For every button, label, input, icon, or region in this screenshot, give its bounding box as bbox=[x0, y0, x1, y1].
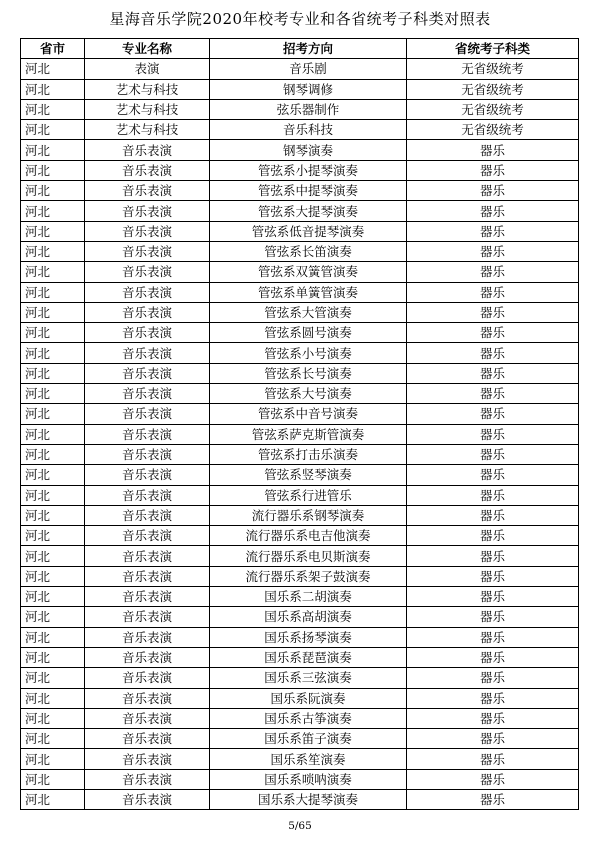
table-row bbox=[21, 627, 579, 647]
cell-direction: 国乐系高胡演奏 bbox=[210, 607, 407, 627]
cell-direction: 国乐系古筝演奏 bbox=[210, 708, 407, 728]
cell-major: 音乐表演 bbox=[85, 323, 210, 343]
cell-major: 音乐表演 bbox=[85, 647, 210, 667]
cell-major: 音乐表演 bbox=[85, 384, 210, 404]
cell-subcategory: 器乐 bbox=[407, 526, 579, 546]
cell-province: 河北 bbox=[21, 647, 85, 667]
cell-subcategory: 无省级统考 bbox=[407, 99, 579, 119]
cell-direction: 管弦系双簧管演奏 bbox=[210, 262, 407, 282]
cell-direction: 管弦系大号演奏 bbox=[210, 384, 407, 404]
cell-major: 音乐表演 bbox=[85, 444, 210, 464]
cell-direction: 音乐科技 bbox=[210, 120, 407, 140]
cell-direction: 国乐系笙演奏 bbox=[210, 749, 407, 769]
table-row bbox=[21, 262, 579, 282]
cell-province: 河北 bbox=[21, 526, 85, 546]
cell-subcategory: 器乐 bbox=[407, 221, 579, 241]
cell-major: 音乐表演 bbox=[85, 789, 210, 809]
cell-province: 河北 bbox=[21, 384, 85, 404]
cell-direction: 国乐系唢呐演奏 bbox=[210, 769, 407, 789]
cell-province: 河北 bbox=[21, 201, 85, 221]
cell-major: 音乐表演 bbox=[85, 526, 210, 546]
table-row bbox=[21, 140, 579, 160]
table-row bbox=[21, 241, 579, 261]
cell-province: 河北 bbox=[21, 343, 85, 363]
cell-major: 音乐表演 bbox=[85, 587, 210, 607]
cell-direction: 国乐系三弦演奏 bbox=[210, 668, 407, 688]
cell-subcategory: 器乐 bbox=[407, 465, 579, 485]
cell-major: 艺术与科技 bbox=[85, 79, 210, 99]
cell-province: 河北 bbox=[21, 587, 85, 607]
document-title: 星海音乐学院2020年校考专业和各省统考子科类对照表 bbox=[109, 10, 491, 28]
table-row bbox=[21, 769, 579, 789]
cell-subcategory: 器乐 bbox=[407, 302, 579, 322]
cell-province: 河北 bbox=[21, 708, 85, 728]
cell-major: 音乐表演 bbox=[85, 181, 210, 201]
cell-subcategory: 器乐 bbox=[407, 262, 579, 282]
table-row bbox=[21, 546, 579, 566]
cell-major: 音乐表演 bbox=[85, 769, 210, 789]
table-row bbox=[21, 99, 579, 119]
cell-province: 河北 bbox=[21, 485, 85, 505]
cell-province: 河北 bbox=[21, 241, 85, 261]
cell-direction: 流行器乐系钢琴演奏 bbox=[210, 505, 407, 525]
cell-major: 艺术与科技 bbox=[85, 99, 210, 119]
cell-direction: 国乐系笛子演奏 bbox=[210, 729, 407, 749]
table-row bbox=[21, 201, 579, 221]
cell-direction: 弦乐器制作 bbox=[210, 99, 407, 119]
table-row bbox=[21, 404, 579, 424]
cell-subcategory: 器乐 bbox=[407, 607, 579, 627]
cell-subcategory: 器乐 bbox=[407, 546, 579, 566]
table-row bbox=[21, 708, 579, 728]
table-row bbox=[21, 465, 579, 485]
cell-major: 音乐表演 bbox=[85, 505, 210, 525]
cell-subcategory: 器乐 bbox=[407, 323, 579, 343]
cell-province: 河北 bbox=[21, 79, 85, 99]
table-row bbox=[21, 688, 579, 708]
table-row bbox=[21, 181, 579, 201]
cell-subcategory: 器乐 bbox=[407, 505, 579, 525]
cell-major: 音乐表演 bbox=[85, 282, 210, 302]
cell-direction: 流行器乐系电贝斯演奏 bbox=[210, 546, 407, 566]
table-row bbox=[21, 729, 579, 749]
table-row bbox=[21, 384, 579, 404]
cell-province: 河北 bbox=[21, 404, 85, 424]
cell-major: 音乐表演 bbox=[85, 363, 210, 383]
cell-major: 音乐表演 bbox=[85, 607, 210, 627]
table-row bbox=[21, 221, 579, 241]
cell-major: 音乐表演 bbox=[85, 627, 210, 647]
cell-province: 河北 bbox=[21, 465, 85, 485]
cell-province: 河北 bbox=[21, 566, 85, 586]
cell-province: 河北 bbox=[21, 789, 85, 809]
table-row bbox=[21, 302, 579, 322]
table-row bbox=[21, 505, 579, 525]
table-row bbox=[21, 749, 579, 769]
cell-subcategory: 器乐 bbox=[407, 181, 579, 201]
cell-subcategory: 器乐 bbox=[407, 363, 579, 383]
cell-subcategory: 器乐 bbox=[407, 160, 579, 180]
table-row bbox=[21, 668, 579, 688]
cell-province: 河北 bbox=[21, 282, 85, 302]
cell-major: 音乐表演 bbox=[85, 566, 210, 586]
cell-subcategory: 器乐 bbox=[407, 769, 579, 789]
table-row bbox=[21, 587, 579, 607]
cell-province: 河北 bbox=[21, 444, 85, 464]
header-province: 省市 bbox=[21, 39, 85, 59]
cell-direction: 管弦系低音提琴演奏 bbox=[210, 221, 407, 241]
cell-major: 音乐表演 bbox=[85, 424, 210, 444]
cell-major: 音乐表演 bbox=[85, 465, 210, 485]
cell-direction: 管弦系打击乐演奏 bbox=[210, 444, 407, 464]
header-subcategory: 省统考子科类 bbox=[407, 39, 579, 59]
cell-major: 音乐表演 bbox=[85, 749, 210, 769]
cell-direction: 管弦系长笛演奏 bbox=[210, 241, 407, 261]
cell-major: 音乐表演 bbox=[85, 708, 210, 728]
header-major: 专业名称 bbox=[85, 39, 210, 59]
cell-direction: 国乐系大提琴演奏 bbox=[210, 789, 407, 809]
table-row bbox=[21, 343, 579, 363]
table-row bbox=[21, 79, 579, 99]
cell-major: 表演 bbox=[85, 59, 210, 79]
table-row bbox=[21, 160, 579, 180]
cell-subcategory: 器乐 bbox=[407, 201, 579, 221]
table-row bbox=[21, 566, 579, 586]
cell-major: 音乐表演 bbox=[85, 241, 210, 261]
table-row bbox=[21, 789, 579, 809]
cell-direction: 流行器乐系架子鼓演奏 bbox=[210, 566, 407, 586]
mapping-table bbox=[20, 38, 579, 810]
cell-subcategory: 器乐 bbox=[407, 485, 579, 505]
cell-province: 河北 bbox=[21, 607, 85, 627]
cell-major: 音乐表演 bbox=[85, 160, 210, 180]
cell-major: 音乐表演 bbox=[85, 404, 210, 424]
cell-subcategory: 器乐 bbox=[407, 708, 579, 728]
table-header-row bbox=[21, 39, 579, 59]
cell-direction: 管弦系萨克斯管演奏 bbox=[210, 424, 407, 444]
cell-major: 音乐表演 bbox=[85, 302, 210, 322]
cell-subcategory: 无省级统考 bbox=[407, 59, 579, 79]
table-row bbox=[21, 363, 579, 383]
cell-major: 音乐表演 bbox=[85, 201, 210, 221]
cell-province: 河北 bbox=[21, 181, 85, 201]
cell-direction: 管弦系单簧管演奏 bbox=[210, 282, 407, 302]
cell-province: 河北 bbox=[21, 505, 85, 525]
cell-province: 河北 bbox=[21, 688, 85, 708]
cell-subcategory: 器乐 bbox=[407, 729, 579, 749]
cell-direction: 管弦系中提琴演奏 bbox=[210, 181, 407, 201]
cell-subcategory: 器乐 bbox=[407, 688, 579, 708]
cell-subcategory: 器乐 bbox=[407, 647, 579, 667]
cell-major: 艺术与科技 bbox=[85, 120, 210, 140]
cell-subcategory: 无省级统考 bbox=[407, 79, 579, 99]
cell-direction: 国乐系二胡演奏 bbox=[210, 587, 407, 607]
cell-province: 河北 bbox=[21, 59, 85, 79]
cell-direction: 管弦系大提琴演奏 bbox=[210, 201, 407, 221]
cell-subcategory: 器乐 bbox=[407, 668, 579, 688]
cell-province: 河北 bbox=[21, 424, 85, 444]
table-row bbox=[21, 424, 579, 444]
cell-province: 河北 bbox=[21, 120, 85, 140]
cell-major: 音乐表演 bbox=[85, 546, 210, 566]
cell-subcategory: 器乐 bbox=[407, 566, 579, 586]
cell-major: 音乐表演 bbox=[85, 668, 210, 688]
cell-major: 音乐表演 bbox=[85, 140, 210, 160]
table-body bbox=[21, 59, 579, 810]
cell-province: 河北 bbox=[21, 99, 85, 119]
cell-province: 河北 bbox=[21, 140, 85, 160]
table-row bbox=[21, 323, 579, 343]
cell-subcategory: 器乐 bbox=[407, 140, 579, 160]
cell-province: 河北 bbox=[21, 323, 85, 343]
table-row bbox=[21, 485, 579, 505]
cell-major: 音乐表演 bbox=[85, 262, 210, 282]
cell-subcategory: 器乐 bbox=[407, 282, 579, 302]
cell-province: 河北 bbox=[21, 668, 85, 688]
table-row bbox=[21, 59, 579, 79]
cell-subcategory: 器乐 bbox=[407, 343, 579, 363]
cell-province: 河北 bbox=[21, 160, 85, 180]
cell-direction: 国乐系阮演奏 bbox=[210, 688, 407, 708]
cell-major: 音乐表演 bbox=[85, 343, 210, 363]
cell-direction: 音乐剧 bbox=[210, 59, 407, 79]
cell-direction: 流行器乐系电吉他演奏 bbox=[210, 526, 407, 546]
cell-direction: 管弦系大管演奏 bbox=[210, 302, 407, 322]
table-row bbox=[21, 647, 579, 667]
cell-major: 音乐表演 bbox=[85, 221, 210, 241]
table-row bbox=[21, 282, 579, 302]
cell-province: 河北 bbox=[21, 363, 85, 383]
cell-subcategory: 器乐 bbox=[407, 627, 579, 647]
page-number: 5/65 bbox=[288, 820, 312, 832]
cell-province: 河北 bbox=[21, 221, 85, 241]
cell-province: 河北 bbox=[21, 546, 85, 566]
cell-major: 音乐表演 bbox=[85, 688, 210, 708]
cell-subcategory: 器乐 bbox=[407, 384, 579, 404]
cell-province: 河北 bbox=[21, 749, 85, 769]
table-row bbox=[21, 120, 579, 140]
cell-direction: 管弦系小提琴演奏 bbox=[210, 160, 407, 180]
cell-province: 河北 bbox=[21, 769, 85, 789]
cell-province: 河北 bbox=[21, 729, 85, 749]
cell-direction: 管弦系小号演奏 bbox=[210, 343, 407, 363]
cell-direction: 管弦系圆号演奏 bbox=[210, 323, 407, 343]
cell-subcategory: 器乐 bbox=[407, 587, 579, 607]
cell-subcategory: 器乐 bbox=[407, 444, 579, 464]
cell-direction: 管弦系中音号演奏 bbox=[210, 404, 407, 424]
cell-province: 河北 bbox=[21, 627, 85, 647]
cell-direction: 管弦系行进管乐 bbox=[210, 485, 407, 505]
cell-subcategory: 器乐 bbox=[407, 404, 579, 424]
cell-subcategory: 无省级统考 bbox=[407, 120, 579, 140]
cell-subcategory: 器乐 bbox=[407, 424, 579, 444]
cell-major: 音乐表演 bbox=[85, 729, 210, 749]
cell-direction: 钢琴演奏 bbox=[210, 140, 407, 160]
cell-province: 河北 bbox=[21, 262, 85, 282]
cell-direction: 管弦系长号演奏 bbox=[210, 363, 407, 383]
cell-subcategory: 器乐 bbox=[407, 241, 579, 261]
cell-direction: 管弦系竖琴演奏 bbox=[210, 465, 407, 485]
table-row bbox=[21, 526, 579, 546]
cell-direction: 钢琴调修 bbox=[210, 79, 407, 99]
cell-direction: 国乐系琵琶演奏 bbox=[210, 647, 407, 667]
header-direction: 招考方向 bbox=[210, 39, 407, 59]
cell-subcategory: 器乐 bbox=[407, 789, 579, 809]
cell-subcategory: 器乐 bbox=[407, 749, 579, 769]
table-row bbox=[21, 444, 579, 464]
cell-major: 音乐表演 bbox=[85, 485, 210, 505]
cell-province: 河北 bbox=[21, 302, 85, 322]
cell-direction: 国乐系扬琴演奏 bbox=[210, 627, 407, 647]
table-row bbox=[21, 607, 579, 627]
